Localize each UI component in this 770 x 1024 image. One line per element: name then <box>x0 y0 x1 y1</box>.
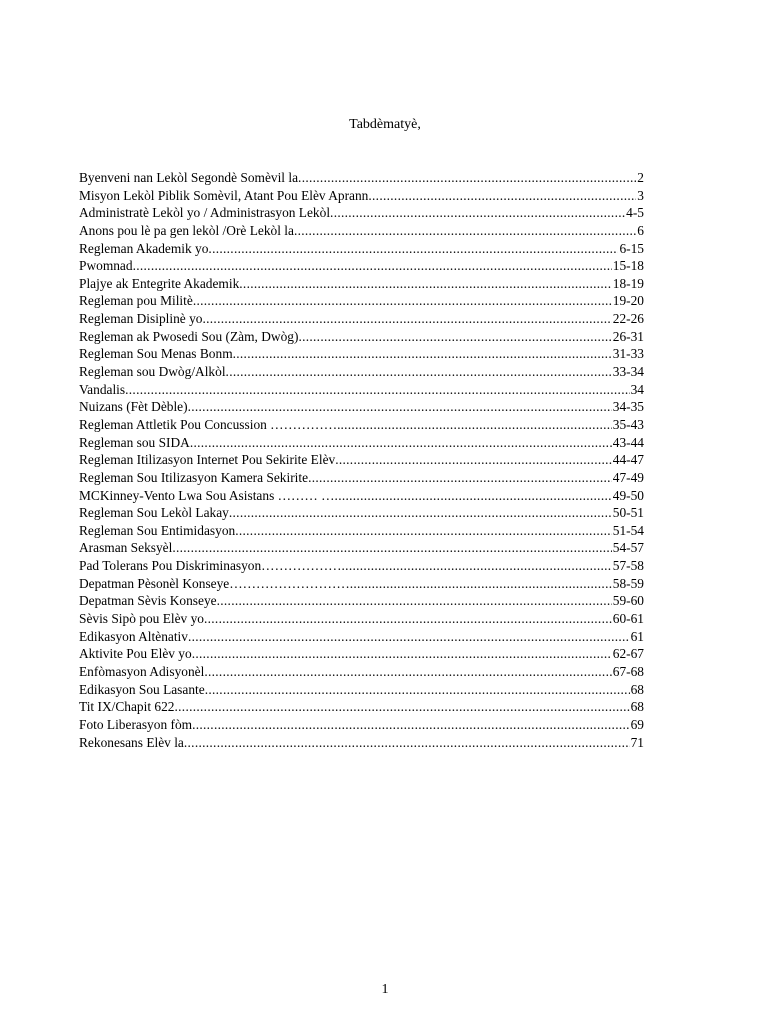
toc-entry-title: MCKinney-Vento Lwa Sou Asistans ……… … <box>79 487 335 503</box>
toc-entry <box>79 575 644 593</box>
toc-entry-title: Misyon Lekòl Piblik Somèvil, Atant Pou Elèv Aprann <box>79 187 369 203</box>
toc-entry-pages: 54-57 <box>612 540 644 556</box>
toc-dot-leader <box>342 557 612 575</box>
toc-entry-pages: 58-59 <box>612 575 644 591</box>
toc-entry <box>79 257 644 275</box>
toc-entry-title: Nuizans (Fèt Dèble) <box>79 399 188 415</box>
toc-dot-leader <box>202 310 611 328</box>
toc-entry-pages: 31-33 <box>612 346 644 362</box>
toc-entry <box>79 292 644 310</box>
toc-dot-leader <box>204 663 611 681</box>
toc-entry <box>79 310 644 328</box>
toc-entry <box>79 681 644 699</box>
toc-dot-leader <box>226 363 612 381</box>
toc-dot-leader <box>298 169 636 187</box>
toc-entry <box>79 522 644 540</box>
toc-entry-pages: 6-15 <box>619 240 644 256</box>
toc-dot-leader <box>193 292 612 310</box>
toc-entry-title: Regleman Sou Entimidasyon <box>79 522 236 538</box>
toc-entry-pages: 22-26 <box>612 311 644 327</box>
table-of-contents <box>79 169 644 751</box>
toc-entry-pages: 68 <box>630 699 644 715</box>
toc-entry-pages: 68 <box>630 681 644 697</box>
toc-dot-leader <box>184 734 630 752</box>
toc-entry-pages: 69 <box>630 716 644 732</box>
toc-entry <box>79 628 644 646</box>
toc-entry-title: Tit IX/Chapit 622 <box>79 699 175 715</box>
toc-entry-title: Rekonesans Elèv la <box>79 734 184 750</box>
toc-dot-leader <box>330 204 625 222</box>
toc-entry-title: Regleman Akademik yo <box>79 240 209 256</box>
toc-entry-pages: 35-43 <box>612 416 644 432</box>
toc-dot-leader <box>188 628 630 646</box>
toc-entry-title: Enfòmasyon Adisyonèl <box>79 663 205 679</box>
toc-entry-pages: 51-54 <box>612 522 644 538</box>
toc-entry-pages: 57-58 <box>612 558 644 574</box>
toc-entry <box>79 345 644 363</box>
toc-entry-title: Regleman Disiplinè yo <box>79 311 203 327</box>
toc-entry-pages: 15-18 <box>612 258 644 274</box>
toc-entry-pages: 71 <box>630 734 644 750</box>
toc-entry <box>79 487 644 505</box>
toc-entry <box>79 469 644 487</box>
toc-entry-title: Plajye ak Entegrite Akademik <box>79 275 240 291</box>
toc-entry <box>79 716 644 734</box>
toc-entry-title: Regleman Sou Lekòl Lakay <box>79 505 229 521</box>
toc-dot-leader <box>298 328 611 346</box>
toc-entry <box>79 398 644 416</box>
toc-entry-pages: 4-5 <box>626 205 644 221</box>
toc-dot-leader <box>125 381 629 399</box>
toc-entry-title: Regleman sou Dwòg/Alkòl <box>79 364 226 380</box>
toc-entry-title: Arasman Seksyèl <box>79 540 173 556</box>
toc-entry-title: Pwomnad <box>79 258 133 274</box>
toc-entry-pages: 59-60 <box>612 593 644 609</box>
toc-dot-leader <box>188 398 612 416</box>
toc-dot-leader <box>133 257 612 275</box>
toc-dot-leader <box>190 434 612 452</box>
toc-entry-title: Regleman Sou Menas Bonm <box>79 346 233 362</box>
toc-dot-leader <box>294 222 636 240</box>
toc-entry-pages: 44-47 <box>612 452 644 468</box>
toc-entry-title: Edikasyon Altènativ <box>79 628 188 644</box>
toc-entry <box>79 451 644 469</box>
toc-dot-leader <box>205 681 630 699</box>
toc-entry-pages: 34 <box>630 381 644 397</box>
toc-dot-leader <box>335 487 612 505</box>
toc-entry <box>79 240 644 258</box>
toc-entry <box>79 592 644 610</box>
toc-dot-leader <box>217 592 612 610</box>
toc-entry <box>79 734 644 752</box>
toc-entry <box>79 663 644 681</box>
toc-entry-pages: 49-50 <box>612 487 644 503</box>
toc-entry-title: Anons pou lè pa gen lekòl /Orè Lekòl la <box>79 222 294 238</box>
toc-entry-pages: 67-68 <box>612 663 644 679</box>
toc-entry <box>79 610 644 628</box>
toc-entry <box>79 222 644 240</box>
toc-entry-pages: 2 <box>637 170 644 185</box>
toc-entry-title: Depatman Pèsonèl Konseye……………………… <box>79 575 350 591</box>
toc-entry <box>79 169 644 187</box>
toc-entry-pages: 33-34 <box>612 364 644 380</box>
toc-entry-pages: 26-31 <box>612 328 644 344</box>
toc-entry-pages: 6 <box>637 222 644 238</box>
toc-entry-title: Regleman Sou Itilizasyon Kamera Sekirite <box>79 469 309 485</box>
toc-entry-title: Pad Tolerans Pou Diskriminasyon……………… <box>79 558 342 574</box>
toc-entry-pages: 47-49 <box>612 469 644 485</box>
toc-entry-pages: 60-61 <box>612 611 644 627</box>
page-number: 1 <box>381 982 389 997</box>
toc-entry-pages: 34-35 <box>612 399 644 415</box>
toc-dot-leader <box>350 575 612 593</box>
toc-entry-pages: 50-51 <box>612 505 644 521</box>
toc-dot-leader <box>229 504 612 522</box>
toc-entry-title: Regleman pou Militè <box>79 293 193 309</box>
toc-entry <box>79 363 644 381</box>
toc-entry-pages: 61 <box>630 628 644 644</box>
toc-entry-title: Vandalis <box>79 381 126 397</box>
toc-entry-pages: 3 <box>637 187 644 203</box>
toc-entry-pages: 43-44 <box>612 434 644 450</box>
toc-dot-leader <box>308 469 612 487</box>
toc-dot-leader <box>172 539 611 557</box>
toc-entry <box>79 645 644 663</box>
toc-entry <box>79 328 644 346</box>
toc-entry-pages: 19-20 <box>612 293 644 309</box>
toc-dot-leader <box>335 451 612 469</box>
toc-entry-title: Foto Liberasyon fòm <box>79 716 193 732</box>
page-title: Tabdèmatyè, <box>349 117 421 132</box>
toc-entry-title: Regleman sou SIDA <box>79 434 190 450</box>
toc-entry-title: Regleman Itilizasyon Internet Pou Sekirite Elèv <box>79 452 336 468</box>
toc-entry-title: Edikasyon Sou Lasante <box>79 681 205 697</box>
toc-entry-title: Byenveni nan Lekòl Segondè Somèvil la <box>79 170 299 185</box>
toc-dot-leader <box>340 416 611 434</box>
toc-dot-leader <box>368 187 636 205</box>
toc-entry-pages: 62-67 <box>612 646 644 662</box>
toc-entry-title: Sèvis Sipò pou Elèv yo <box>79 611 204 627</box>
toc-dot-leader <box>192 645 612 663</box>
toc-entry <box>79 204 644 222</box>
toc-dot-leader <box>204 610 612 628</box>
toc-entry-title: Regleman Attletik Pou Concussion ……………. <box>79 416 341 432</box>
toc-entry <box>79 275 644 293</box>
toc-entry-title: Depatman Sèvis Konseye <box>79 593 217 609</box>
toc-entry <box>79 539 644 557</box>
toc-dot-leader <box>175 698 630 716</box>
toc-dot-leader <box>208 240 618 258</box>
toc-dot-leader <box>233 345 612 363</box>
toc-dot-leader <box>235 522 612 540</box>
toc-entry <box>79 187 644 205</box>
toc-entry-title: Aktivite Pou Elèv yo <box>79 646 192 662</box>
toc-entry <box>79 698 644 716</box>
toc-entry <box>79 557 644 575</box>
toc-entry <box>79 434 644 452</box>
toc-entry-title: Regleman ak Pwosedi Sou (Zàm, Dwòg) <box>79 328 299 344</box>
toc-dot-leader <box>192 716 630 734</box>
toc-dot-leader <box>239 275 611 293</box>
toc-entry <box>79 416 644 434</box>
toc-entry <box>79 381 644 399</box>
toc-entry-pages: 18-19 <box>612 275 644 291</box>
toc-entry <box>79 504 644 522</box>
toc-entry-title: Administratè Lekòl yo / Administrasyon Lekòl <box>79 205 331 221</box>
